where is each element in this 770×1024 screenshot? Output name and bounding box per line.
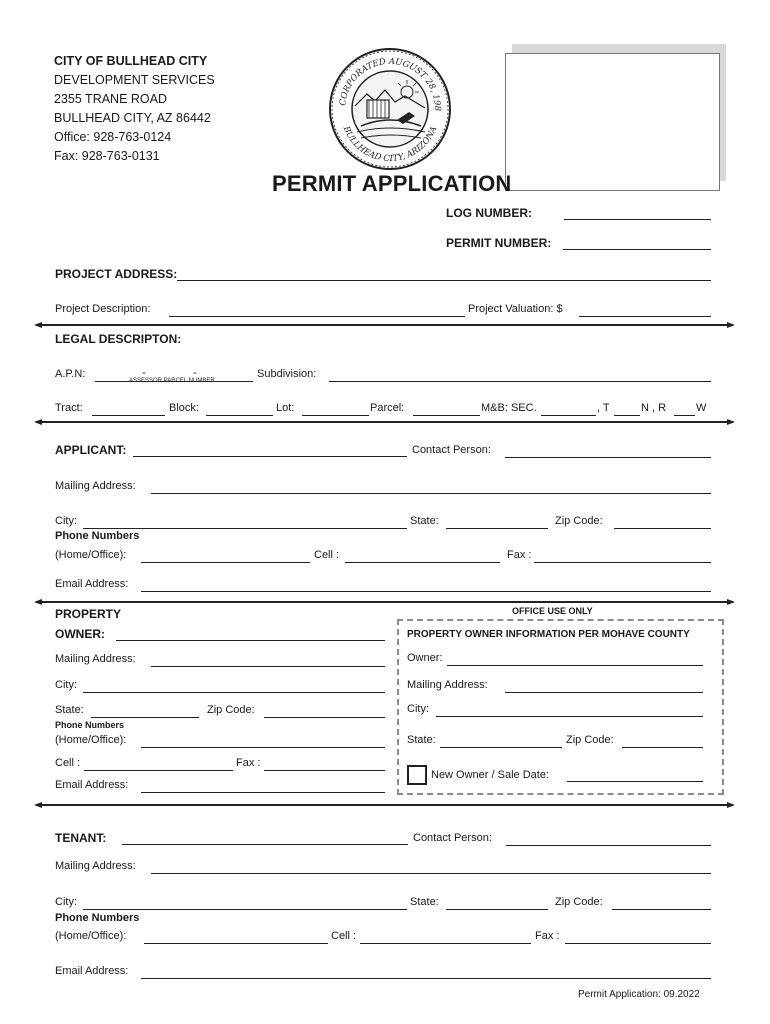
- subdivision-label: Subdivision:: [257, 368, 317, 380]
- tenant-contact-label: Contact Person:: [413, 832, 492, 844]
- apn-label: A.P.N:: [55, 368, 86, 380]
- owner-heading-2: OWNER:: [55, 627, 105, 641]
- tenant-mailing-field[interactable]: [151, 873, 711, 874]
- tenant-cell-field[interactable]: [360, 943, 531, 944]
- log-number-field[interactable]: [564, 219, 711, 220]
- tenant-email-label: Email Address:: [55, 965, 129, 977]
- page-title: PERMIT APPLICATION: [272, 171, 512, 196]
- tenant-phone-heading: Phone Numbers: [55, 912, 140, 924]
- apn-dash-2: -: [193, 367, 197, 379]
- office-phone: Office: 928-763-0124: [54, 130, 172, 144]
- owner-mailing-label: Mailing Address:: [55, 653, 136, 665]
- permit-number-field[interactable]: [563, 249, 711, 250]
- applicant-home-field[interactable]: [141, 562, 310, 563]
- project-valuation-field[interactable]: [579, 316, 711, 317]
- owner-city-label: City:: [55, 679, 77, 691]
- tenant-fax-label: Fax :: [535, 930, 560, 942]
- org-name: CITY OF BULLHEAD CITY: [54, 54, 208, 68]
- log-number-label: LOG NUMBER:: [446, 206, 532, 220]
- owner-fax-field[interactable]: [264, 770, 385, 771]
- project-description-label: Project Description:: [55, 303, 151, 315]
- owner-heading-1: PROPERTY: [55, 607, 122, 621]
- office-city-field[interactable]: [436, 716, 703, 717]
- footer-version: Permit Application: 09.2022: [578, 989, 700, 1000]
- range-field[interactable]: [674, 415, 695, 416]
- mb-sec-field[interactable]: [541, 415, 596, 416]
- owner-phone-heading: Phone Numbers: [55, 720, 125, 730]
- owner-cell-field[interactable]: [84, 770, 233, 771]
- tenant-home-label: (Home/Office):: [55, 930, 127, 942]
- parcel-label: Parcel:: [370, 402, 405, 414]
- seal-bottom-text: BULLHEAD CITY, ARIZONA: [340, 125, 440, 165]
- parcel-field[interactable]: [413, 415, 480, 416]
- applicant-mailing-label: Mailing Address:: [55, 480, 136, 492]
- applicant-zip-field[interactable]: [614, 528, 711, 529]
- office-owner-field[interactable]: [447, 665, 703, 666]
- applicant-zip-label: Zip Code:: [555, 515, 603, 527]
- city-state-zip: BULLHEAD CITY, AZ 86442: [54, 111, 211, 125]
- project-description-field[interactable]: [169, 316, 465, 317]
- tenant-contact-field[interactable]: [506, 845, 711, 846]
- sale-date-field[interactable]: [567, 781, 703, 782]
- dept-name: DEVELOPMENT SERVICES: [54, 73, 215, 87]
- office-state-field[interactable]: [440, 747, 562, 748]
- applicant-email-field[interactable]: [141, 591, 711, 592]
- office-subheading: PROPERTY OWNER INFORMATION PER MOHAVE COUNTY: [407, 629, 690, 640]
- apn-dash-1: -: [142, 367, 146, 379]
- tenant-heading: TENANT:: [55, 831, 107, 845]
- applicant-heading: APPLICANT:: [55, 443, 127, 457]
- applicant-city-field[interactable]: [83, 528, 407, 529]
- office-mailing-field[interactable]: [505, 692, 703, 693]
- applicant-fax-label: Fax :: [507, 549, 532, 561]
- office-state-label: State:: [407, 734, 436, 746]
- seal-top-text: CORPORATED AUGUST 28, 198: [338, 56, 443, 112]
- new-owner-checkbox[interactable]: [407, 765, 427, 785]
- office-use-heading: OFFICE USE ONLY: [512, 606, 593, 616]
- applicant-fax-field[interactable]: [534, 562, 711, 563]
- apn-caption: ASSESSOR PARCEL NUMBER: [129, 378, 215, 384]
- owner-state-label: State:: [55, 704, 84, 716]
- owner-zip-label: Zip Code:: [207, 704, 255, 716]
- applicant-city-label: City:: [55, 515, 77, 527]
- applicant-email-label: Email Address:: [55, 578, 129, 590]
- project-address-field[interactable]: [177, 280, 711, 281]
- tract-label: Tract:: [55, 402, 83, 414]
- tenant-cell-label: Cell :: [331, 930, 357, 942]
- applicant-state-field[interactable]: [446, 528, 548, 529]
- section-divider: [36, 324, 733, 326]
- owner-cell-label: Cell :: [55, 757, 81, 769]
- section-divider: [36, 804, 733, 806]
- owner-name-field[interactable]: [116, 640, 385, 641]
- owner-email-label: Email Address:: [55, 779, 129, 791]
- owner-mailing-field[interactable]: [151, 666, 385, 667]
- applicant-phone-heading: Phone Numbers: [55, 530, 140, 542]
- office-city-label: City:: [407, 703, 429, 715]
- owner-email-field[interactable]: [141, 792, 385, 793]
- permit-number-label: PERMIT NUMBER:: [446, 236, 552, 250]
- tract-field[interactable]: [92, 415, 165, 416]
- applicant-cell-label: Cell :: [314, 549, 340, 561]
- applicant-state-label: State:: [410, 515, 439, 527]
- tenant-city-label: City:: [55, 896, 77, 908]
- township-field[interactable]: [614, 415, 640, 416]
- applicant-contact-label: Contact Person:: [412, 444, 491, 456]
- township-label: , T: [597, 402, 610, 414]
- range-label: N , R: [641, 402, 667, 414]
- block-label: Block:: [169, 402, 199, 414]
- owner-zip-field[interactable]: [264, 717, 385, 718]
- legal-description-heading: LEGAL DESCRIPTON:: [55, 332, 182, 346]
- applicant-name-field[interactable]: [133, 456, 407, 457]
- office-mailing-label: Mailing Address:: [407, 679, 488, 691]
- city-seal: [327, 46, 453, 172]
- applicant-mailing-field[interactable]: [151, 493, 711, 494]
- tenant-home-field[interactable]: [144, 943, 328, 944]
- owner-home-field[interactable]: [141, 747, 385, 748]
- tenant-state-field[interactable]: [446, 909, 548, 910]
- owner-state-field[interactable]: [91, 717, 199, 718]
- office-zip-label: Zip Code:: [566, 734, 614, 746]
- owner-city-field[interactable]: [83, 692, 385, 693]
- applicant-home-label: (Home/Office):: [55, 549, 127, 561]
- tenant-state-label: State:: [410, 896, 439, 908]
- applicant-cell-field[interactable]: [345, 562, 500, 563]
- tenant-zip-field[interactable]: [612, 909, 711, 910]
- tenant-city-field[interactable]: [83, 909, 407, 910]
- project-valuation-label: Project Valuation: $: [468, 303, 563, 315]
- tenant-zip-label: Zip Code:: [555, 896, 603, 908]
- mb-sec-label: M&B: SEC.: [481, 402, 537, 414]
- receipt-stamp-box[interactable]: [505, 53, 720, 191]
- west-label: W: [696, 402, 707, 414]
- block-field[interactable]: [206, 415, 273, 416]
- office-owner-label: Owner:: [407, 652, 443, 664]
- tenant-email-field[interactable]: [141, 978, 711, 979]
- tenant-name-field[interactable]: [122, 844, 408, 845]
- section-divider: [36, 421, 733, 423]
- fax-number: Fax: 928-763-0131: [54, 149, 160, 163]
- tenant-fax-field[interactable]: [565, 943, 711, 944]
- owner-home-label: (Home/Office):: [55, 734, 127, 746]
- office-zip-field[interactable]: [622, 747, 703, 748]
- lot-field[interactable]: [302, 415, 369, 416]
- new-owner-label: New Owner / Sale Date:: [431, 768, 549, 781]
- new-owner-row: [407, 765, 549, 785]
- owner-fax-label: Fax :: [236, 757, 261, 769]
- street-address: 2355 TRANE ROAD: [54, 92, 168, 106]
- lot-label: Lot:: [276, 402, 295, 414]
- project-address-label: PROJECT ADDRESS:: [55, 267, 178, 281]
- applicant-contact-field[interactable]: [505, 457, 711, 458]
- tenant-mailing-label: Mailing Address:: [55, 860, 136, 872]
- subdivision-field[interactable]: [329, 381, 711, 382]
- section-divider: [36, 601, 733, 603]
